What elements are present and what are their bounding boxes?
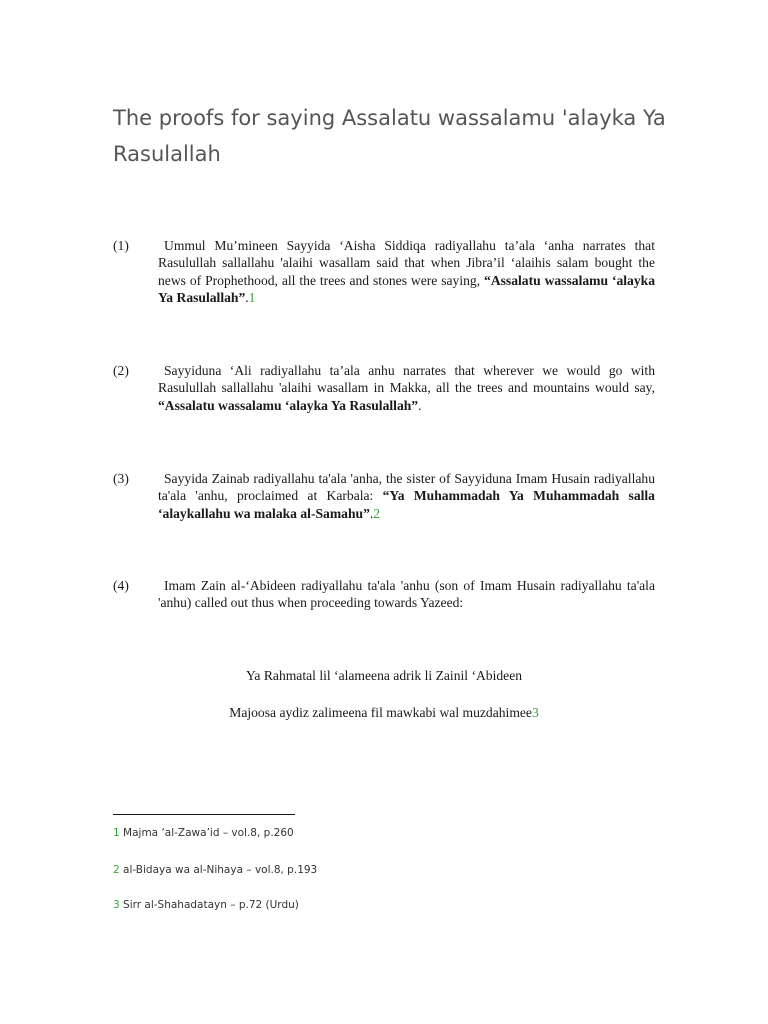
footnote-1: 1 Majma ‘al-Zawa’id – vol.8, p.260 bbox=[113, 827, 294, 839]
item-text: Ummul Mu’mineen Sayyida ‘Aisha Siddiqa radiyallahu ta’ala ‘anha narrates that Rasulullah sallallahu 'alaihi wasallam said that when Jibra’il ‘alaihis salam bought the news of Prophethood, all the trees and stones were saying, “Assalatu wassalamu ‘alayka Ya Rasulallah”.1 bbox=[158, 238, 656, 306]
salutation-quote: “Assalatu wassalamu ‘alayka Ya Rasulallah” bbox=[158, 397, 419, 413]
item-text: Sayyida Zainab radiyallahu ta'ala 'anha, the sister of Sayyiduna Imam Husain radiyallahu ta'ala 'anhu, proclaimed at Karbala: “Ya Muhammadah Ya Muhammadah salla ‘alaykallahu wa malaka al-Samahu”.2 bbox=[158, 471, 655, 521]
proof-item-3 bbox=[113, 470, 655, 522]
footnote-ref[interactable]: 1 bbox=[248, 290, 256, 306]
footnote-ref[interactable]: 3 bbox=[531, 705, 539, 720]
salutation-quote: “Ya Muhammadah Ya Muhammadah salla ‘alaykallahu wa malaka al-Samahu” bbox=[158, 488, 655, 521]
footnote-number[interactable]: 3 bbox=[113, 899, 120, 911]
footnote-divider bbox=[113, 814, 295, 815]
proof-item-4 bbox=[113, 577, 655, 612]
footnote-number[interactable]: 2 bbox=[113, 864, 120, 876]
item-number: (4) bbox=[113, 578, 129, 593]
verse-line-2: Majoosa aydiz zalimeena fil mawkabi wal muzdahimee3 bbox=[229, 705, 539, 720]
proof-item-1 bbox=[113, 237, 655, 307]
page-title: The proofs for saying Assalatu wassalamu 'alayka Ya Rasulallah bbox=[113, 106, 666, 166]
verse-line-1: Ya Rahmatal lil ‘alameena adrik li Zainil ‘Abideen bbox=[245, 668, 523, 683]
footnote-3: 3 Sirr al-Shahadatayn – p.72 (Urdu) bbox=[113, 899, 299, 911]
footnote-ref[interactable]: 2 bbox=[373, 505, 381, 521]
item-number: (2) bbox=[113, 363, 129, 378]
salutation-quote: “Assalatu wassalamu ‘alayka Ya Rasulallah” bbox=[158, 272, 656, 306]
footnote-number[interactable]: 1 bbox=[113, 827, 120, 839]
item-text: Sayyiduna ‘Ali radiyallahu ta’ala anhu narrates that wherever we would go with Rasulullah sallallahu 'alaihi wasallam in Makka, all the trees and mountains would say, “Assalatu wassalamu ‘alayka Ya Rasulallah”. bbox=[158, 363, 655, 413]
item-text: Imam Zain al-‘Abideen radiyallahu ta'ala 'anhu (son of Imam Husain radiyallahu ta'ala 'anhu) called out thus when proceeding towards Yazeed: bbox=[158, 578, 655, 611]
item-number: (3) bbox=[113, 471, 129, 486]
footnote-2: 2 al-Bidaya wa al-Nihaya – vol.8, p.193 bbox=[113, 864, 318, 876]
item-number: (1) bbox=[113, 238, 129, 253]
proof-item-2 bbox=[113, 362, 655, 414]
